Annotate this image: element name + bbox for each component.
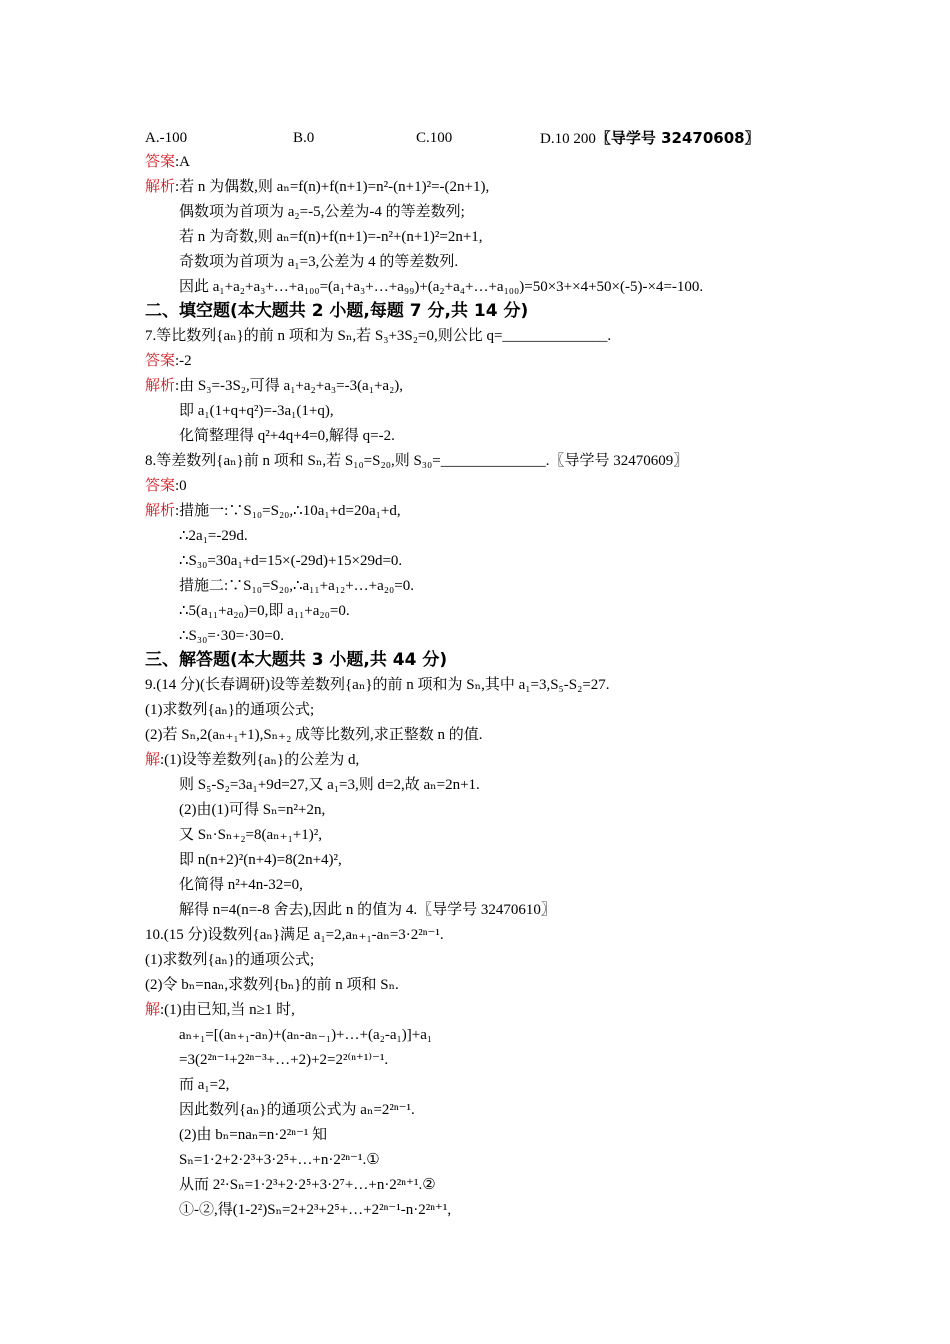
text-line <box>145 177 489 197</box>
text-line <box>145 675 610 695</box>
text-line <box>179 1100 415 1120</box>
text-line <box>179 426 395 446</box>
line-text: (2)若 Sₙ,2(aₙ₊₁+1),Sₙ₊₂ 成等比数列,求正整数 n 的值. <box>145 727 483 743</box>
text-line <box>145 925 444 945</box>
line-text: :(1)由已知,当 n≥1 时, <box>160 1002 295 1018</box>
text-line <box>179 601 350 621</box>
text-line <box>179 277 703 297</box>
line-text: (2)令 bₙ=naₙ,求数列{bₙ}的前 n 项和 Sₙ. <box>145 977 399 993</box>
line-text: ∴2a₁=-29d. <box>179 528 248 544</box>
line-text: 化简整理得 q²+4q+4=0,解得 q=-2. <box>179 428 395 444</box>
text-line <box>179 551 402 571</box>
line-text: 因此数列{aₙ}的通项公式为 aₙ=2²ⁿ⁻¹. <box>179 1102 415 1118</box>
line-text: :若 n 为偶数,则 aₙ=f(n)+f(n+1)=n²-(n+1)²=-(2n+1), <box>175 179 490 195</box>
text-line <box>179 1175 436 1195</box>
text-line <box>145 326 611 346</box>
section-heading: 二、填空题(本大题共 2 小题,每题 7 分,共 14 分) <box>145 301 529 321</box>
label-red: 解 <box>145 752 161 768</box>
line-text: Sₙ=1·2+2·2³+3·2⁵+…+n·2²ⁿ⁻¹.① <box>179 1152 380 1168</box>
text-line <box>145 152 190 172</box>
line-text: 10.(15 分)设数列{aₙ}满足 a₁=2,aₙ₊₁-aₙ=3·2²ⁿ⁻¹. <box>145 927 444 943</box>
text-line <box>179 775 480 795</box>
option-d <box>540 128 760 149</box>
line-text: ∴S₃₀=30a₁+d=15×(-29d)+15×29d=0. <box>179 553 403 569</box>
option-b: B.0 <box>293 130 315 146</box>
option-d-text: D.10 200 <box>540 131 596 147</box>
text-line <box>179 1075 229 1095</box>
line-text: 解得 n=4(n=-8 舍去),因此 n 的值为 4.〖导学号 32470610〗 <box>179 902 556 918</box>
line-text: 从而 2²·Sₙ=1·2³+2·2⁵+3·2⁷+…+n·2²ⁿ⁺¹.② <box>179 1177 436 1193</box>
line-text: 7.等比数列{aₙ}的前 n 项和为 Sₙ,若 S₃+3S₂=0,则公比 q=______________. <box>145 328 612 344</box>
line-text: 奇数项为首项为 a₁=3,公差为 4 的等差数列. <box>179 254 459 270</box>
line-text: 因此 a₁+a₂+a₃+…+a₁₀₀=(a₁+a₃+…+a₉₉)+(a₂+a₄+…+a₁₀₀)=50×3+×4+50×(-5)-×4=-100. <box>179 279 704 295</box>
line-text: (1)求数列{aₙ}的通项公式; <box>145 952 315 968</box>
text-line <box>145 1000 295 1020</box>
label-red: 解析 <box>145 179 176 195</box>
text-line <box>179 800 325 820</box>
text-line <box>145 700 314 720</box>
text-line <box>179 526 248 546</box>
line-text: :0 <box>175 478 187 494</box>
option-a: A.-100 <box>145 130 188 146</box>
text-line <box>145 376 403 396</box>
line-text: :(1)设等差数列{aₙ}的公差为 d, <box>160 752 360 768</box>
line-text: 即 a₁(1+q+q²)=-3a₁(1+q), <box>179 403 334 419</box>
line-text: :-2 <box>175 353 192 369</box>
text-line <box>179 825 322 845</box>
line-text: ∴5(a₁₁+a₂₀)=0,即 a₁₁+a₂₀=0. <box>179 603 350 619</box>
line-text: :由 S₃=-3S₂,可得 a₁+a₂+a₃=-3(a₁+a₂), <box>175 378 404 394</box>
text-line <box>179 900 556 920</box>
text-line <box>179 252 458 272</box>
label-red: 解 <box>145 1002 161 1018</box>
line-text: 若 n 为奇数,则 aₙ=f(n)+f(n+1)=-n²+(n+1)²=2n+1, <box>179 229 483 245</box>
text-line <box>145 950 314 970</box>
text-line <box>179 626 284 646</box>
line-text: 即 n(n+2)²(n+4)=8(2n+4)², <box>179 852 342 868</box>
line-text: 偶数项为首项为 a₂=-5,公差为-4 的等差数列; <box>179 204 465 220</box>
line-text: (1)求数列{aₙ}的通项公式; <box>145 702 315 718</box>
line-text: 8.等差数列{aₙ}前 n 项和 Sₙ,若 S₁₀=S₂₀,则 S₃₀=______________.〖导学号 32470609〗 <box>145 453 689 469</box>
label-red: 答案 <box>145 478 176 494</box>
text-line <box>145 501 401 521</box>
line-text: (2)由(1)可得 Sₙ=n²+2n, <box>179 802 326 818</box>
line-text: 措施二:∵S₁₀=S₂₀,∴a₁₁+a₁₂+…+a₂₀=0. <box>179 578 414 594</box>
line-text: :A <box>175 154 191 170</box>
line-text: 化简得 n²+4n-32=0, <box>179 877 303 893</box>
text-line <box>179 202 465 222</box>
reference-tag: 〖导学号 32470608〗 <box>595 129 760 147</box>
text-line <box>179 1150 380 1170</box>
text-line <box>179 1025 432 1045</box>
text-line <box>145 975 399 995</box>
label-red: 答案 <box>145 154 176 170</box>
text-line <box>145 476 187 496</box>
line-text: (2)由 bₙ=naₙ=n·2²ⁿ⁻¹ 知 <box>179 1127 328 1143</box>
line-text: 9.(14 分)(长春调研)设等差数列{aₙ}的前 n 项和为 Sₙ,其中 a₁=3,S₅-S₂=27. <box>145 677 610 693</box>
text-line <box>145 750 359 770</box>
text-line <box>145 351 192 371</box>
line-text: 而 a₁=2, <box>179 1077 230 1093</box>
text-line <box>145 451 688 471</box>
line-text: ①-②,得(1-2²)Sₙ=2+2³+2⁵+…+2²ⁿ⁻¹-n·2²ⁿ⁺¹, <box>179 1202 452 1218</box>
label-red: 解析 <box>145 503 176 519</box>
option-c: C.100 <box>416 130 453 146</box>
text-line <box>179 576 414 596</box>
label-red: 解析 <box>145 378 176 394</box>
text-line <box>179 1050 388 1070</box>
text-line <box>179 850 342 870</box>
text-line <box>179 875 303 895</box>
line-text: ∴S₃₀=·30=·30=0. <box>179 628 284 644</box>
text-line <box>179 1125 327 1145</box>
section-heading: 三、解答题(本大题共 3 小题,共 44 分) <box>145 650 448 670</box>
text-line <box>145 725 483 745</box>
text-line <box>179 401 334 421</box>
line-text: =3(2²ⁿ⁻¹+2²ⁿ⁻³+…+2)+2=2²⁽ⁿ⁺¹⁾⁻¹. <box>179 1052 389 1068</box>
line-text: 则 S₅-S₂=3a₁+9d=27,又 a₁=3,则 d=2,故 aₙ=2n+1. <box>179 777 480 793</box>
text-line <box>179 227 483 247</box>
line-text: :措施一:∵S₁₀=S₂₀,∴10a₁+d=20a₁+d, <box>175 503 401 519</box>
line-text: 又 Sₙ·Sₙ₊₂=8(aₙ₊₁+1)², <box>179 827 323 843</box>
text-line <box>179 1200 451 1220</box>
label-red: 答案 <box>145 353 176 369</box>
line-text: aₙ₊₁=[(aₙ₊₁-aₙ)+(aₙ-aₙ₋₁)+…+(a₂-a₁)]+a₁ <box>179 1027 433 1043</box>
